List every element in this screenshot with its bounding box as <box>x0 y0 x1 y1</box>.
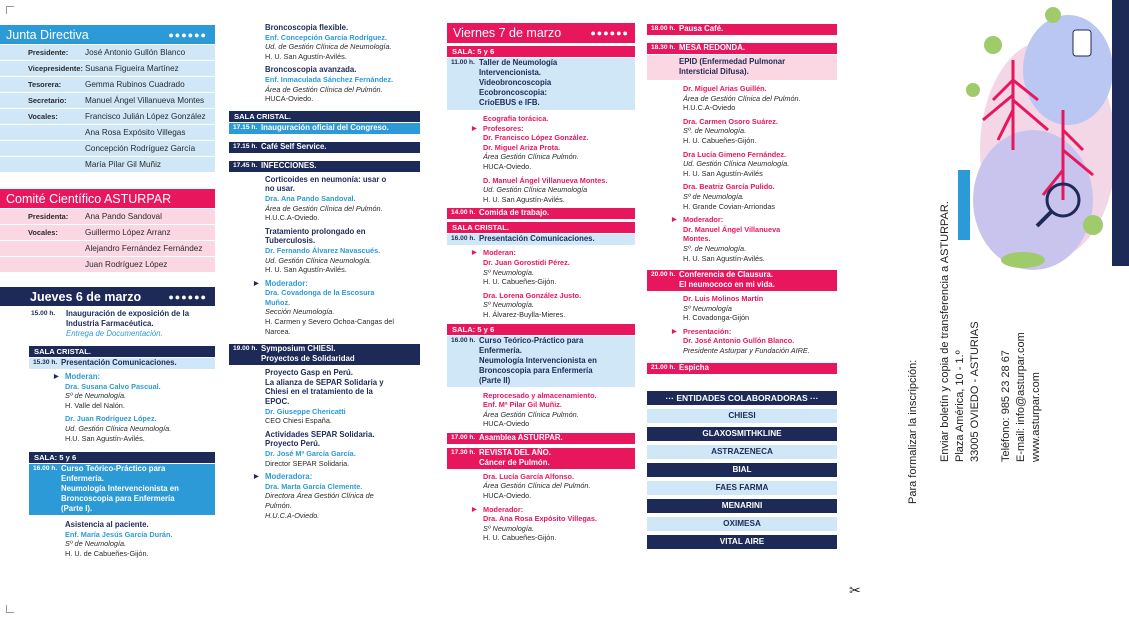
column-3 <box>447 23 635 543</box>
inscripcion-title: Para formalizar la inscripción: <box>907 359 919 504</box>
moderan-viernes: ▶ Moderan: Dr. Juan Gorostidi Pérez. Sº Neumología. H. U. Cabueñes-Gijón. Dra. Lorena González Justo. Sº Neumología. H. Álvarez-Buylla-Mieres. <box>447 248 635 319</box>
sala-label: SALA: 5 y 6 <box>447 324 635 335</box>
entidad-item: MENARINI <box>647 499 837 513</box>
member-name: Guillermo López Arranz <box>85 227 171 237</box>
role-label: Vocales: <box>28 111 58 121</box>
entidad-item: VITAL AIRE <box>647 535 837 549</box>
junta-row <box>0 45 215 61</box>
junta-row <box>0 141 215 157</box>
junta-row <box>0 125 215 141</box>
crop-mark <box>6 6 14 14</box>
lungs-illustration <box>953 0 1113 273</box>
event-espicha: 21.00 h. Espicha <box>647 363 837 374</box>
event-comunicaciones-viernes: 16.00 h. Presentación Comunicaciones. <box>447 234 635 245</box>
clausura-block: Dr. Luis Molinos Martín Sº Neumología H. Covadonga-Gijón ▶ Presentación: Dr. José Antonio Gullón Blanco. Presidente Asturpar y Fundación AIRE. <box>647 294 837 356</box>
event-taller: 11.00 h. Taller de Neumología Intervencionista. Videobroncoscopia Ecobroncoscopia: CrioEBUS e IFB. <box>447 58 635 110</box>
junta-row <box>0 93 215 109</box>
taller-block: Ecografía torácica. ▶ Profesores: Dr. Francisco López González. Dr. Miguel Ariza Prota. Área Gestión Clínica Pulmón. HUCA-Oviedo. D. Manuel Ángel Villanueva Montes. Ud. Gestión Clínica Neumología H. U. San Agustín-Avilés. <box>447 114 635 204</box>
junta-row <box>0 109 215 125</box>
sala-label: SALA CRISTAL. <box>29 346 215 357</box>
reprocesado-block: Reprocesado y almacenamiento. Enf. Mª Pilar Gil Muñiz. Área Gestión Clínica Pulmón. HUCA-Oviedo <box>483 390 597 429</box>
column-1 <box>0 25 215 559</box>
symposium-block: Proyecto Gasp en Perú. La alianza de SEPAR Solidaria y Chiesi en el tratamiento de la EPOC. Dr. Giuseppe Chericatti CEO Chiesi España. Actividades SEPAR Solidaria. Proyecto Perú. Dr. José Mª García García. Director SEPAR Solidaria. ▶ Moderadora: Dra. Marta García Clemente. Directora Área Gestión Clínica de Pulmón. H.U.C.A-Oviedo. <box>229 368 420 520</box>
sala-label: SALA: 5 y 6 <box>447 46 635 57</box>
asistencia-block: Asistencia al paciente. Enf. María Jesús García Durán. Sº de Neumología. H. U. de Cabueñes-Gijón. <box>65 520 173 558</box>
inscripcion-web: www.asturpar.com <box>1030 372 1042 462</box>
entidades-list <box>647 409 837 549</box>
event-inauguracion: 15.00 h. Inauguración de exposición de la Industria Farmacéutica. Entrega de Documentación. <box>31 309 190 338</box>
inscripcion-line: 33005 OVIEDO - ASTURIAS <box>969 321 981 462</box>
junta-header: Junta Directiva ●●●●●● <box>0 25 215 44</box>
event-pausa: 18.00 h. Pausa Café. <box>647 24 837 35</box>
revista-block: Dra. Lucía García Alfonso. Área Gestión Clínica del Pulmón. HUCA-Oviedo. ▶ Moderador: Dra. Ana Rosa Expósito Villegas. Sº Neumología. H. U. Cabueñes-Gijón. <box>447 472 635 543</box>
sala-label: SALA: 5 y 6 <box>29 452 215 463</box>
infecciones-block: Corticoides en neumonía: usar o no usar. Dra. Ana Pando Sandoval. Área de Gestión Clínica del Pulmón. H.U.C.A-Oviedo. Tratamiento prolongado en Tuberculosis. Dr. Fernando Álvarez Navascués. Ud. Gestión Clínica Neumología. H. U. San Agustín-Avilés. ▶ Moderador: Dra. Covadonga de la Escosura Muñoz. Sección Neumología. H. Carmen y Severo Ochoa-Cangas del Narcea. <box>229 175 420 337</box>
member-name: Susana Figueira Martínez <box>85 63 179 73</box>
role-label: Secretario: <box>28 95 67 105</box>
member-name: Juan Rodríguez López <box>85 259 168 269</box>
role-label: Presidenta: <box>28 211 69 221</box>
member-name: Gemma Rubinos Cuadrado <box>85 79 185 89</box>
medical-illustration <box>953 0 1113 273</box>
member-name: Manuel Ángel Villanueva Montes <box>85 95 205 105</box>
event-symposium: 19.00 h. Symposium CHIESI. Proyectos de Solidaridad <box>229 344 420 365</box>
event-mesa-redonda: 18.30 h. MESA REDONDA. <box>647 43 837 54</box>
role-label: Tesorera: <box>28 79 62 89</box>
inscripcion-email: E-mail: info@asturpar.com <box>1015 332 1027 462</box>
sala-label: SALA CRISTAL. <box>229 111 420 122</box>
member-name: Ana Rosa Expósito Villegas <box>85 127 186 137</box>
event-comida: 14.00 h. Comida de trabajo. <box>447 208 635 219</box>
broncoscopia-flexible: Broncoscopia flexible. Enf. Concepción García Rodríguez. Ud. de Gestión Clínica de Neumología. H. U. San Agustín-Avilés. Broncoscopia avanzada. Enf. Inmaculada Sánchez Fernández. Área de Gestión Clínica del Pulmón. HUCA-Oviedo. <box>265 23 394 104</box>
entidades-header: ··· ENTIDADES COLABORADORAS ··· <box>647 391 837 405</box>
crop-mark <box>6 605 14 613</box>
junta-row <box>0 61 215 77</box>
sala-label: SALA CRISTAL. <box>447 222 635 233</box>
member-name: María Pilar Gil Muñiz <box>85 159 161 169</box>
comite-list <box>0 209 215 273</box>
jueves-header: Jueves 6 de marzo ●●●●●● <box>0 287 215 306</box>
entidad-item: GLAXOSMITHKLINE <box>647 427 837 441</box>
comite-row <box>0 241 215 257</box>
event-comunicaciones: 15.30 h. Presentación Comunicaciones. <box>29 358 215 369</box>
junta-row <box>0 77 215 93</box>
comite-row <box>0 257 215 273</box>
mesa-block: Dr. Miguel Arias Guillén. Área de Gestión Clínica del Pulmón. H.U.C.A-Oviedo Dra. Carmen Osoro Suárez. Sº. de Neumología. H. U. Cabueñes-Gijón. Dra Lucía Gimeno Fernández. Ud. Gestión Clínica Neumología. H. U. San Agustín-Avilés Dra. Beatriz García Pulido. Sº de Neumología. H. Grande Covian-Arriondas ▶ Moderador: Dr. Manuel Ángel Villanueva Montes. Sº. de Neumología. H. U. San Agustín-Avilés. <box>647 84 837 263</box>
member-name: Concepción Rodríguez García <box>85 143 196 153</box>
comite-row <box>0 209 215 225</box>
member-name: Ana Pando Sandoval <box>85 211 162 221</box>
comite-header: Comité Científico ASTURPAR <box>0 189 215 208</box>
scissors-icon: ✂ <box>849 582 861 598</box>
role-label: Vicepresidente: <box>28 63 83 73</box>
member-name: Francisco Julián López González <box>85 111 206 121</box>
entidad-item: BIAL <box>647 463 837 477</box>
inscripcion-phone: Teléfono: 985 23 28 67 <box>1000 350 1012 462</box>
column-2 <box>229 23 420 520</box>
column-4 <box>647 23 837 549</box>
inscripcion-line: Plaza América, 10 - 1.º <box>954 350 966 462</box>
member-name: Alejandro Fernández Fernández <box>85 243 203 253</box>
entidad-item: FAES FARMA <box>647 481 837 495</box>
event-inauguracion-oficial: 17.15 h. Inauguración oficial del Congreso. <box>229 123 420 134</box>
event-curso-1: 16.00 h. Curso Teórico-Práctico para Enfermería. Neumología Intervencionista en Broncoscopia para Enfermería (Parte I). <box>29 464 215 515</box>
comite-row <box>0 225 215 241</box>
junta-list <box>0 45 215 173</box>
role-label: Presidente: <box>28 47 69 57</box>
event-asamblea: 17.00 h. Asamblea ASTURPAR. <box>447 433 635 444</box>
epid-box: EPID (Enfermedad Pulmonar Intersticial Difusa). <box>647 55 837 80</box>
entidad-item: CHIESI <box>647 409 837 423</box>
moderan-block: ▶ Moderan: Dra. Susana Calvo Pascual. Sº de Neumología. H. Valle del Nalón. Dr. Juan Rodríguez López. Ud. Gestión Clínica Neumología. H.U. San Agustín-Avilés. <box>29 372 215 443</box>
role-label: Vocales: <box>28 227 58 237</box>
member-name: José Antonio Gullón Blanco <box>85 47 186 57</box>
event-curso-2: 16.00 h. Curso Teórico-Práctico para Enfermería. Neumología Intervencionista en Broncoscopia para Enfermería (Parte II) <box>447 336 635 387</box>
event-cafe: 17.15 h. Café Self Service. <box>229 142 420 153</box>
event-infecciones: 17.45 h. INFECCIONES. <box>229 161 420 172</box>
inscripcion-line: Enviar boletín y copia de transferencia a ASTURPAR. <box>939 201 951 462</box>
viernes-header: Viernes 7 de marzo ●●●●●● <box>447 23 635 43</box>
event-revista: 17.30 h. REVISTA DEL AÑO. Cáncer de Pulmón. <box>447 448 635 469</box>
event-clausura: 20.00 h. Conferencia de Clausura. El neumococo en mi vida. <box>647 270 837 291</box>
entidad-item: ASTRAZENECA <box>647 445 837 459</box>
entidad-item: OXIMESA <box>647 517 837 531</box>
side-strip <box>1112 0 1129 266</box>
junta-row <box>0 157 215 173</box>
